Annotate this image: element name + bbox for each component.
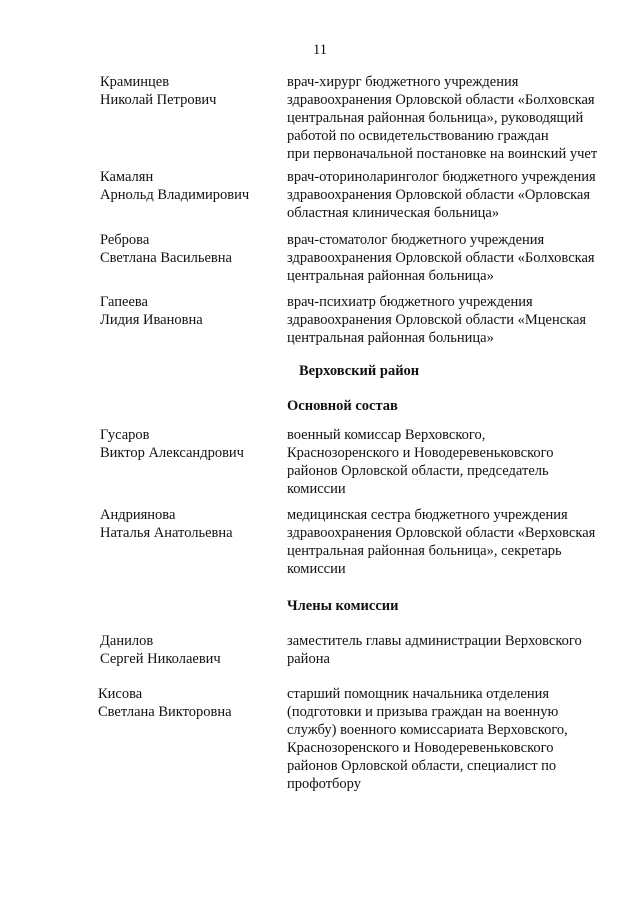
role-line: врач-хирург бюджетного учреждения xyxy=(287,74,519,90)
given-name: Лидия Ивановна xyxy=(100,312,203,328)
role-line: (подготовки и призыва граждан на военную xyxy=(287,704,559,720)
position-description xyxy=(287,506,627,578)
given-name: Николай Петрович xyxy=(100,92,217,108)
role-line: центральная районная больница», руководящий xyxy=(287,110,584,126)
person-name xyxy=(100,231,275,267)
role-line: врач-стоматолог бюджетного учреждения xyxy=(287,232,545,248)
position-description xyxy=(287,632,627,668)
role-line: врач-психиатр бюджетного учреждения xyxy=(287,294,533,310)
given-name: Сергей Николаевич xyxy=(100,651,221,667)
position-description xyxy=(287,685,627,793)
role-line: комиссии xyxy=(287,481,346,497)
role-line: работой по освидетельствованию граждан xyxy=(287,128,549,144)
role-line: заместитель главы администрации Верховского xyxy=(287,633,582,649)
person-name xyxy=(100,426,275,462)
given-name: Виктор Александрович xyxy=(100,445,244,461)
page-number: 11 xyxy=(313,42,327,58)
role-line: районов Орловской области, председатель xyxy=(287,463,549,479)
person-name xyxy=(100,506,275,542)
role-line: врач-оториноларинголог бюджетного учреждения xyxy=(287,169,596,185)
surname: Гусаров xyxy=(100,427,150,443)
person-name xyxy=(100,632,275,668)
role-line: здравоохранения Орловской области «Верховская xyxy=(287,525,596,541)
person-name xyxy=(100,293,275,329)
surname: Реброва xyxy=(100,232,150,248)
position-description xyxy=(287,426,627,498)
given-name: Светлана Викторовна xyxy=(98,704,232,720)
role-line: областная клиническая больница» xyxy=(287,205,500,221)
role-line: центральная районная больница», секретарь xyxy=(287,543,562,559)
surname: Кисова xyxy=(98,686,143,702)
role-line: Краснозоренского и Новодеревеньковского xyxy=(287,445,554,461)
role-line: районов Орловской области, специалист по xyxy=(287,758,557,774)
role-line: здравоохранения Орловской области «Мценская xyxy=(287,312,587,328)
role-line: здравоохранения Орловской области «Орловская xyxy=(287,187,591,203)
position-description xyxy=(287,231,627,285)
role-line: здравоохранения Орловской области «Болховская xyxy=(287,250,595,266)
given-name: Наталья Анатольевна xyxy=(100,525,233,541)
surname: Гапеева xyxy=(100,294,148,310)
position-description xyxy=(287,73,627,163)
surname: Данилов xyxy=(100,633,154,649)
surname: Камалян xyxy=(100,169,154,185)
role-line: профотбору xyxy=(287,776,361,792)
role-line: здравоохранения Орловской области «Болховская xyxy=(287,92,595,108)
surname: Краминцев xyxy=(100,74,170,90)
role-line: военный комиссар Верховского, xyxy=(287,427,486,443)
section-heading: Члены комиссии xyxy=(287,598,399,614)
given-name: Арнольд Владимирович xyxy=(100,187,250,203)
person-name xyxy=(100,73,275,109)
role-line: медицинская сестра бюджетного учреждения xyxy=(287,507,568,523)
section-heading: Основной состав xyxy=(287,398,398,414)
position-description xyxy=(287,293,627,347)
role-line: комиссии xyxy=(287,561,346,577)
role-line: при первоначальной постановке на воинский учет xyxy=(287,146,598,162)
given-name: Светлана Васильевна xyxy=(100,250,232,266)
role-line: службу) военного комиссариата Верховского, xyxy=(287,722,568,738)
role-line: старший помощник начальника отделения xyxy=(287,686,550,702)
role-line: района xyxy=(287,651,330,667)
role-line: центральная районная больница» xyxy=(287,330,494,346)
position-description xyxy=(287,168,627,222)
district-heading: Верховский район xyxy=(299,363,420,379)
role-line: центральная районная больница» xyxy=(287,268,494,284)
role-line: Краснозоренского и Новодеревеньковского xyxy=(287,740,554,756)
surname: Андриянова xyxy=(100,507,176,523)
person-name xyxy=(98,685,273,721)
person-name xyxy=(100,168,275,204)
